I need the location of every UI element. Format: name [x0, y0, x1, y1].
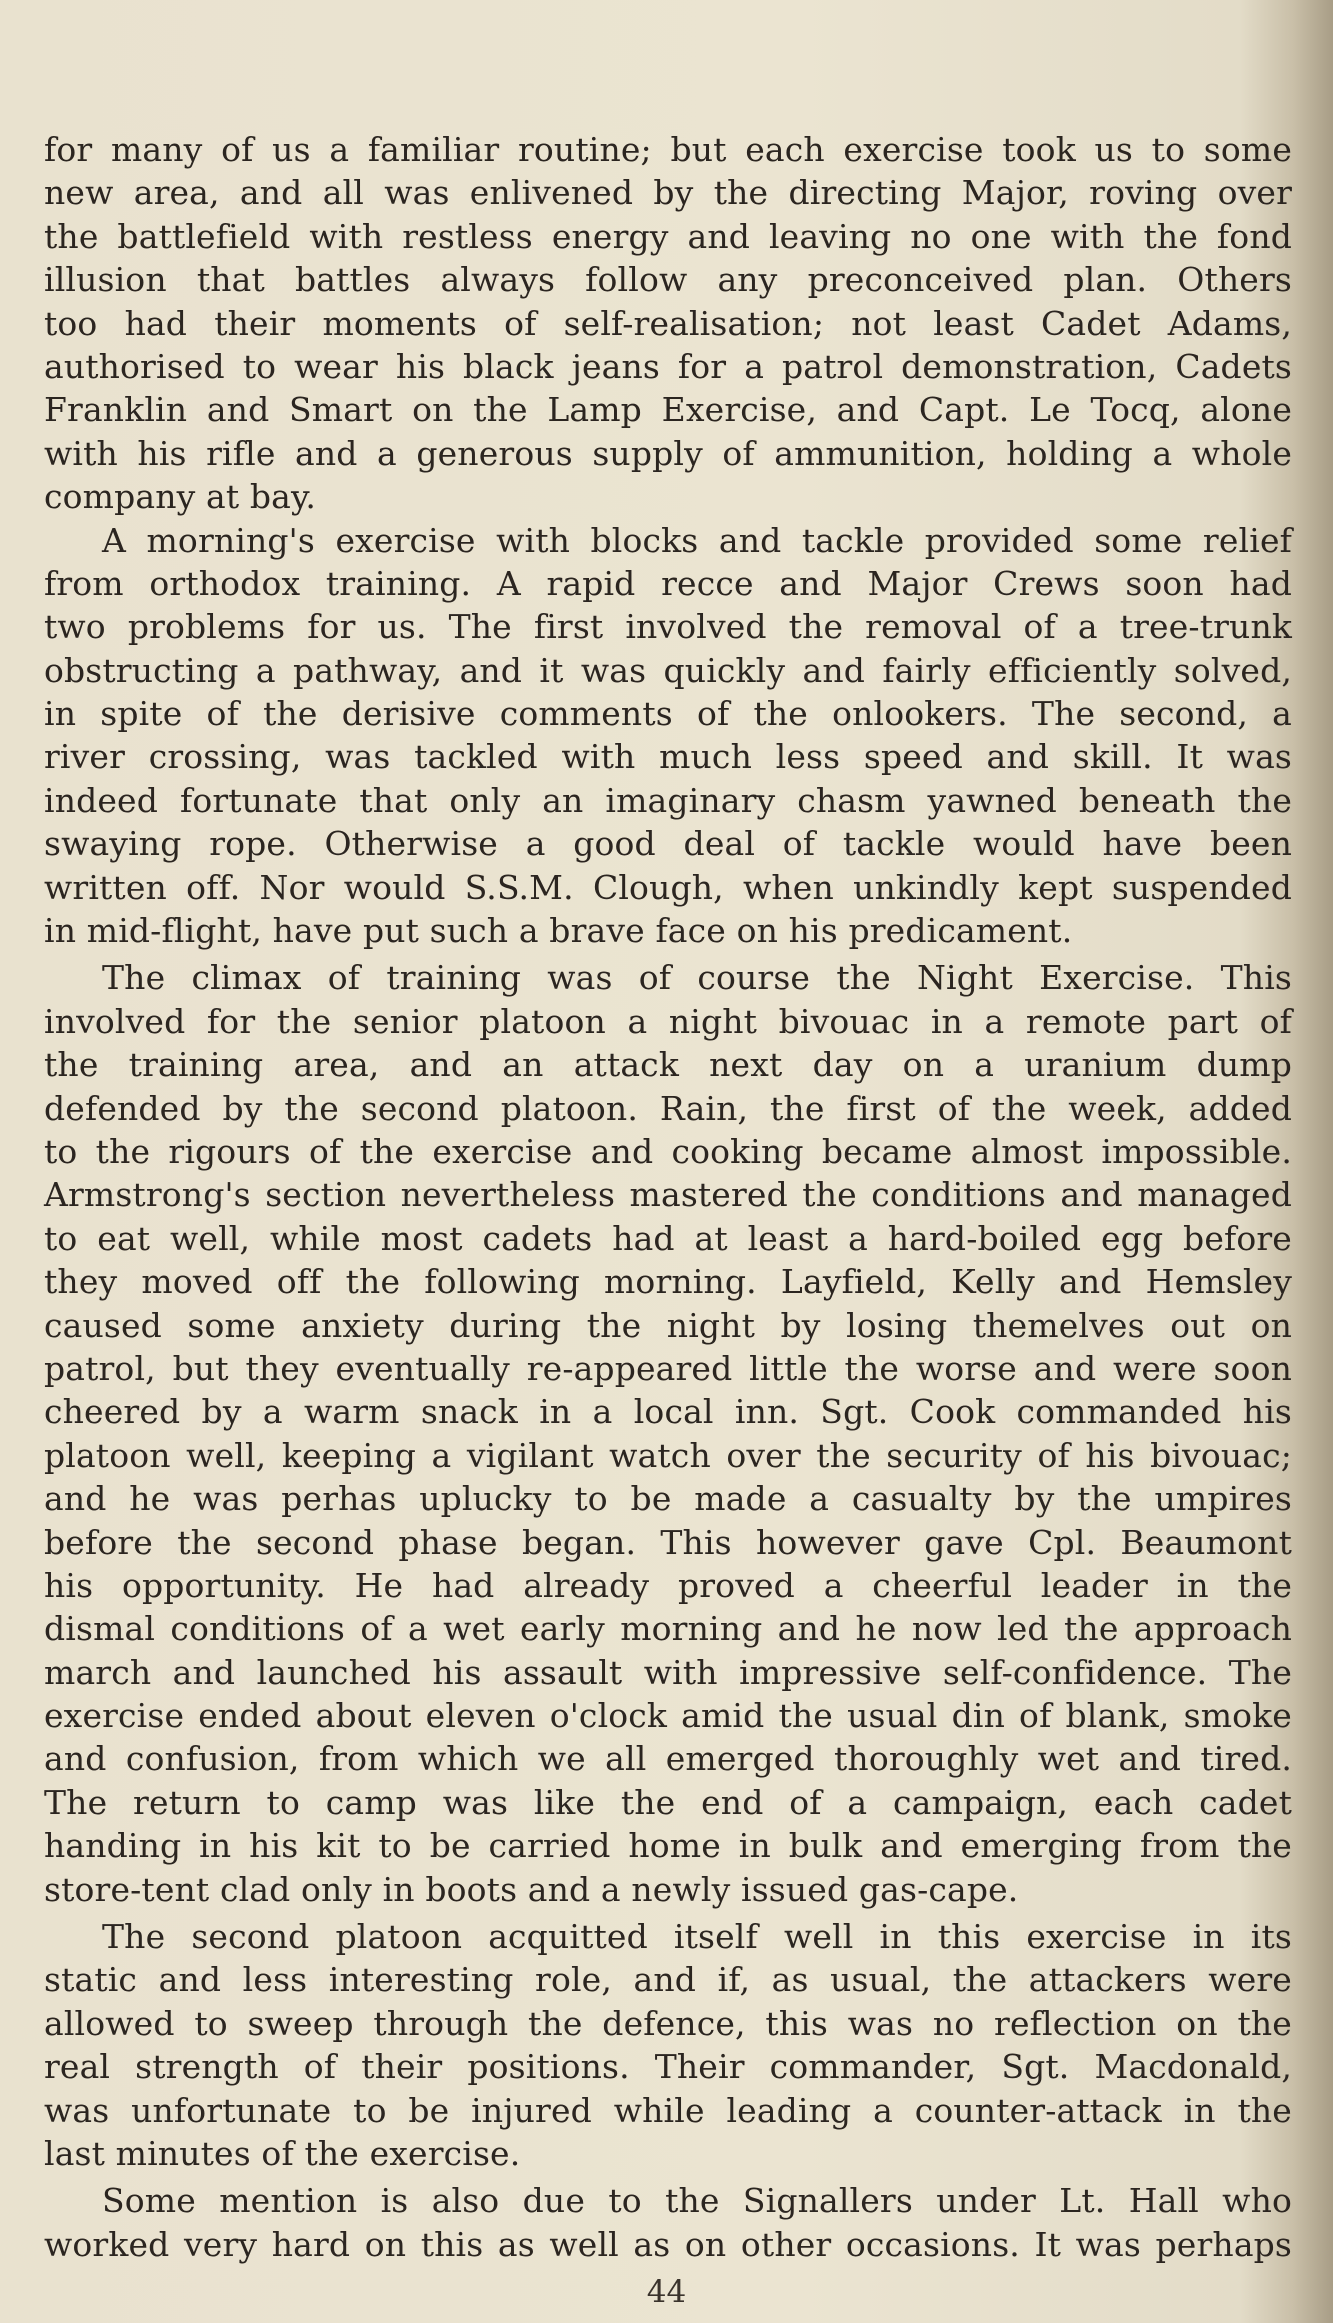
text-line: indeed fortunate that only an imaginary chasm yawned beneath the: [44, 780, 1292, 820]
text-line: dismal conditions of a wet early morning and he now led the approach: [44, 1609, 1292, 1649]
text-line: before the second phase began. This however gave Cpl. Beaumont: [44, 1522, 1292, 1562]
text-line: caused some anxiety during the night by losing themelves out on: [44, 1305, 1292, 1345]
text-line: and confusion, from which we all emerged thoroughly wet and tired.: [44, 1739, 1292, 1779]
text-line: to the rigours of the exercise and cooking became almost impossible.: [44, 1131, 1292, 1171]
text-line: Franklin and Smart on the Lamp Exercise, and Capt. Le Tocq, alone: [44, 390, 1292, 430]
text-line: last minutes of the exercise.: [44, 2133, 521, 2173]
text-line: new area, and all was enlivened by the directing Major, roving over: [44, 173, 1292, 213]
text-line: The climax of training was of course the Night Exercise. This: [102, 958, 1292, 998]
text-line: real strength of their positions. Their commander, Sgt. Macdonald,: [44, 2047, 1292, 2087]
paragraph-5: [44, 2179, 1292, 2266]
text-line: worked very hard on this as well as on other occasions. It was perhaps: [44, 2224, 1292, 2264]
paragraph-1: [44, 128, 1292, 519]
text-line: for many of us a familiar routine; but each exercise took us to some: [44, 130, 1292, 169]
text-line: A morning's exercise with blocks and tackle provided some relief: [102, 520, 1292, 560]
paragraph-2: [44, 519, 1292, 953]
text-line: too had their moments of self-realisation; not least Cadet Adams,: [44, 303, 1292, 343]
text-line: defended by the second platoon. Rain, the first of the week, added: [44, 1088, 1292, 1128]
text-line: Some mention is also due to the Signallers under Lt. Hall who: [102, 2181, 1292, 2221]
text-line: from orthodox training. A rapid recce and Major Crews soon had: [44, 563, 1292, 603]
text-line: written off. Nor would S.S.M. Clough, when unkindly kept suspended: [44, 867, 1292, 907]
text-line: illusion that battles always follow any preconceived plan. Others: [44, 260, 1292, 300]
text-line: river crossing, was tackled with much less speed and skill. It was: [44, 737, 1292, 777]
text-line: in mid-flight, have put such a brave face on his predicament.: [44, 911, 1073, 951]
text-line: march and launched his assault with impressive self-confidence. The: [44, 1652, 1292, 1692]
text-line: cheered by a warm snack in a local inn. Sgt. Cook commanded his: [44, 1392, 1292, 1432]
text-line: involved for the senior platoon a night bivouac in a remote part of: [44, 1001, 1292, 1041]
text-line: the battlefield with restless energy and leaving no one with the fond: [44, 216, 1292, 256]
text-line: authorised to wear his black jeans for a patrol demonstration, Cadets: [44, 346, 1292, 386]
text-line: company at bay.: [44, 477, 317, 517]
text-line: platoon well, keeping a vigilant watch over the security of his bivouac;: [44, 1435, 1292, 1475]
text-line: store-tent clad only in boots and a newly issued gas-cape.: [44, 1869, 1019, 1909]
text-line: patrol, but they eventually re-appeared little the worse and were soon: [44, 1348, 1292, 1388]
text-line: his opportunity. He had already proved a cheerful leader in the: [44, 1565, 1292, 1605]
text-line: The second platoon acquitted itself well in this exercise in its: [102, 1917, 1292, 1957]
text-line: two problems for us. The first involved the removal of a tree-trunk: [44, 607, 1292, 647]
text-line: Armstrong's section nevertheless mastered the conditions and managed: [44, 1175, 1292, 1215]
text-line: handing in his kit to be carried home in bulk and emerging from the: [44, 1826, 1292, 1866]
text-line: in spite of the derisive comments of the onlookers. The second, a: [44, 694, 1292, 734]
page-number: 44: [646, 2274, 687, 2310]
text-line: with his rifle and a generous supply of ammunition, holding a whole: [44, 433, 1292, 473]
text-line: was unfortunate to be injured while leading a counter-attack in the: [44, 2090, 1292, 2130]
text-line: the training area, and an attack next day on a uranium dump: [44, 1045, 1292, 1085]
text-line: exercise ended about eleven o'clock amid the usual din of blank, smoke: [44, 1696, 1292, 1736]
text-line: The return to camp was like the end of a campaign, each cadet: [44, 1782, 1292, 1822]
text-line: swaying rope. Otherwise a good deal of tackle would have been: [44, 824, 1292, 864]
body-text: [44, 128, 1292, 2266]
paragraph-4: [44, 1915, 1292, 2175]
text-line: obstructing a pathway, and it was quickly and fairly efficiently solved,: [44, 650, 1292, 690]
text-line: static and less interesting role, and if, as usual, the attackers were: [44, 1960, 1292, 2000]
text-line: allowed to sweep through the defence, this was no reflection on the: [44, 2003, 1292, 2043]
text-line: to eat well, while most cadets had at least a hard-boiled egg before: [44, 1218, 1292, 1258]
paragraph-3: [44, 956, 1292, 1911]
text-line: and he was perhas uplucky to be made a casualty by the umpires: [44, 1479, 1292, 1519]
text-line: they moved off the following morning. Layfield, Kelly and Hemsley: [44, 1262, 1292, 1302]
